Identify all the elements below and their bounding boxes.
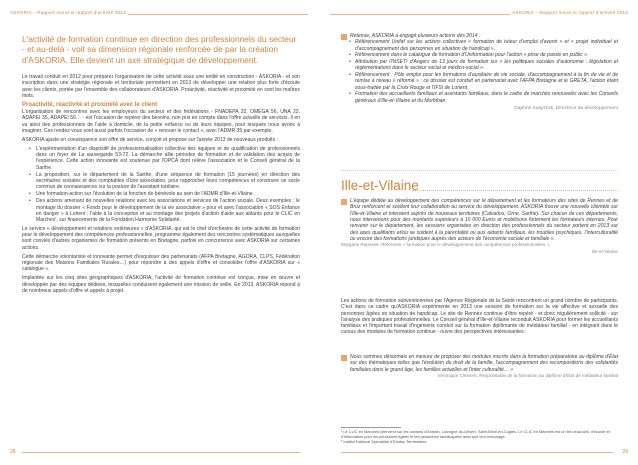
quote-signature-location: Ille-et-Vilaine — [591, 248, 618, 254]
list-item: • Une formation-action sur l'évolution de la fonction de bénévole au sein de l'ADMR d'Ille-et-Vilaine. — [22, 191, 300, 197]
list-item: • Référencement : Pôle emploi pour les formations d'auxiliaire de vie sociale, d'accompagnement à la fin de vie et de remise à niveau « réformé » ; ce dossier est conduit en partenariat avec l'AFPA Bretagne et le GRETA, l'action étant sous-traitée par la Croix Rouge et l'IFSI de Lorient. — [341, 72, 618, 91]
list-item: • Référencement Unifaf sur les actions collectives « formation de tuteur d'emploi d'avenir » et « projet individuel et d'accompagnement des personnes en situation de handicap ». — [341, 39, 618, 52]
list-item: • Des actions amenant de nouvelles relations avec les associations et services de l'action sociale. Deux exemples : le montage du dossier « Fonds pour le développement de la vie associative » pour et avec l'association « SOS Enfance en danger » à Lorient ; l'aide à la conception et au montage des projets d'action d'aide aux aidants pour le CLIC en Marches', sur financements de la Fondation Harmonie Solidarité. — [22, 198, 300, 223]
quote-text: Nous sommes désormais en mesure de proposer des modules inscrits dans la formation préparatoire au diplôme d'État sur des thématiques telles que l'évolution du droit de la famille, l'accompagnement des recompositions des solidarités familiales dans le grand âge, les familles actuelles et l'inter culturalité… » — [350, 354, 618, 373]
section-divider — [341, 170, 618, 171]
actions-list — [341, 39, 618, 104]
page-number-left: 28 — [10, 449, 16, 455]
quote-ille-et-vilaine — [341, 198, 618, 255]
paragraph: Le travail conduit en 2012 pour préparer l'organisation de cette activité sous une entité en construction - ASKORIA - et son inscription dans une stratégie régionale et territoriale permettent en 2013 de développer une relation plus forte d'écoute avec les clients, portée par l'ensemble des collaborateurs d'ASKORIA. Proactivité, réactivité et proximité en sont les maîtres mots. — [22, 74, 300, 100]
footnotes — [341, 430, 618, 445]
list-item: • Attribution par l'INSET² d'Angers de 13 jours de formation sur « les politiques sociales d'autonomie : législation et réglementations dans le secteur social et médico-social ». — [341, 59, 618, 72]
quote-intro: Retenue, ASKORIA a engagé plusieurs actions dès 2014 : — [350, 33, 481, 39]
footer-rule-right — [341, 452, 613, 453]
footnote: ¹ Le CLIC en Marches intervient sur les cantons d'Antrain, Louvigné-du-Désert, Saint-Brice-en-Coglès. Le CLIC en Marches est un lieu d'accueil, d'écoute et d'information pour les personnes âgées et les personnes handicapées ainsi que leur entourage. — [341, 429, 610, 439]
list-item: • Formation des accueillants familiaux et assistants familiaux, dans le cadre de marchés renouvelés avec les Conseils généraux d'Ille-et-Vilaine et du Morbihan. — [341, 91, 618, 104]
quote-mediation — [341, 354, 618, 379]
paragraph: Cette démarche volontariste et innovante permet d'esquisser des partenariats (AFPA Bretagne, AGORA, CLPS, Fédération régionale des Maisons Familiales Rurales…) pour répondre à des appels d'offre et consolider l'offre d'ASKORIA sur « catalogue ». — [22, 253, 300, 273]
running-header-left: ASKORIA – Rapport moral et rapport d'activité 2013 — [10, 10, 126, 15]
region-heading-rule — [412, 190, 618, 191]
quote-text: L'équipe dédiée au développement des compétences sur le département et les formateurs des sites de Rennes et de Bruz renforcent et scellent leur collaboration au service du développement. ASKORIA trouve une nouvelle clientèle sur l'Ille-et-Vilaine et intervient auprès de nouveaux territoires (Calvados, Orne, Sarthe). Sur chacun de ces départements, nous intervenons pour des montants supérieurs à 10 000 Euros et mobilisons fortement les formateurs internes. Pour renvenir sur le département, les sessions organisées en direction des professionnels du secteur portent en 2013 sur des axes qualifiants et/ou se soldent à la parentalité ou aux aidants familiaux, les troubles psychiques, l'interculturalité ou encore des formations juridiques auprès des acteurs de l'économie sociale et familiale ». — [350, 198, 618, 243]
header-rule-left — [128, 14, 308, 15]
running-header-right: ASKORIA – Rapport moral et rapport d'activité 2013 — [512, 10, 628, 15]
section-subheading: Proactivité, réactivité et proximité avec le client — [22, 101, 158, 108]
quote-marker-icon — [341, 355, 347, 361]
quote-signature: Véronique Clément, Responsable de la formation au diplôme d'État de médiateur familial — [437, 372, 618, 378]
region-heading: Ille-et-Vilaine — [341, 178, 419, 193]
quote-marker-icon — [341, 199, 347, 205]
paragraph: ASKORIA ajuste en conséquence son offre de service, conçoit et propose sur l'année 2013 de nouveaux produits : — [22, 136, 278, 143]
quote-signature: Daphné Kasprzak, Directrice du développement — [514, 105, 618, 111]
paragraph: L'organisation de rencontres avec les employeurs du secteur et des fédérations - FNADEPA 22, OMEGA 56, UNA 22, ADAPEI 35, ADAPEI 56… - est l'occasion de repérer des besoins, non pris en compte dans l'offre actuelle de services. Il en va ainsi des professionnels de l'aide à domicile, de la petite enfance ou de leurs équipes, pour lesquels nous avons à imaginer. Ces rendez-vous sont aussi parfois l'occasion de « renouer le contact », avec l'ADMR 35 par exemple. — [22, 108, 300, 134]
quote-actions — [341, 33, 618, 112]
lead-paragraph: L'activité de formation continue en direction des professionnels du secteur - et au-delà - voit sa dimension régionale renforcée de par la création d'ASKORIA. Elle devient un axe stratégique de développement. — [22, 34, 297, 65]
paragraph: Les actions de formation subventionnées par l'Agence Régionale de la Santé rencontrent un grand nombre de participants. C'est dans ce cadre qu'ASKORIA expérimente en 2013 une session de formation sur la vie affective et sexuelle des personnes âgées en situation de handicap. Le site de Rennes continue d'être repéré - et donc régulièrement sollicité - sur l'analyse des pratiques professionnelles. Le Conseil général d'Ille-et-Vilaine reconduit ASKORIA pour former les accueillants familiaux et l'important travail d'ingénierie conduit sur la formation diplômante de médiateur familial - en intégrant dans le cursus des modules de formation continue - ouvre des perspectives intéressantes : — [341, 298, 618, 336]
list-item: • La proposition, sur le département de la Sarthe, d'une séquence de formation (15 journées) en direction des secrétaires sociales et des comptables d'une association, pour rapprocher leurs compétences et construire un socle commun de connaissances sur la posture de l'assistant tutélaire. — [22, 172, 300, 191]
list-item: • Référencement dans le catalogue de formation d'Uniformation pour l'action « prise de parole en public ». — [341, 52, 618, 58]
footnote: ² Institut National Spécialisé d'Études Territoriales. — [341, 438, 428, 444]
footnote-rule — [341, 427, 401, 428]
page-number-right: 29 — [622, 449, 628, 455]
header-rule-right — [330, 14, 510, 15]
left-body — [22, 74, 300, 297]
list-item: • L'expérimentation d'un dispositif de professionnalisation collective des équipes et de qualification de professionnels dans un foyer de La sauvegarde 53-72. La démarche allie périodes de formation et de validation des acquis de l'expérience. Cette action innovante est soutenue par l'OPCA dont relève l'association et le Conseil général de la Sarthe. — [22, 146, 300, 171]
footer-rule-left — [22, 452, 300, 453]
paragraph: Implantée sur les cinq sites géographiques d'ASKORIA, l'activité de formation continue est conçue, mise en œuvre et développée par des équipes dédiées, lesquelles conduisent également une mission de veille. En 2013, ASKORIA répond à de nombreux appels d'offre et appels à projet. — [22, 275, 300, 294]
paragraph: Le service « développement et relations extérieures » d'ASKORIA, qui est le chef d'orchestre de cette activité de formation pour le développement des compétences professionnelles, programme également des rencontres systématiques auxquelles sont conviés d'autres organismes de formation présents en Bretagne, parfois en concurrence avec ASKORIA sur certaines actions. — [22, 225, 300, 251]
quote-signature: Morgane Repessé, Référente « formation pour le développement des compétences professionnelles », — [341, 242, 551, 248]
product-list — [22, 146, 300, 224]
